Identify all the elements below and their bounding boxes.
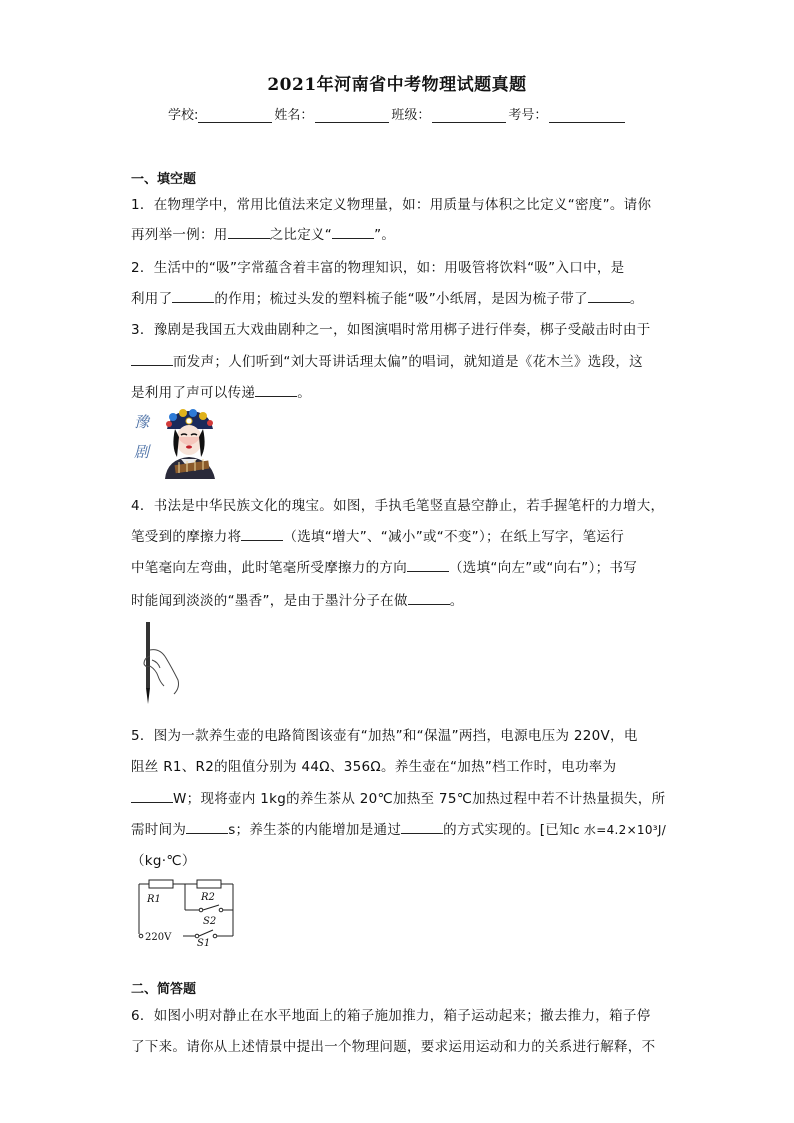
q3-text: 是利用了声可以传递: [131, 385, 256, 401]
q6-line-2: 了下来。请你从上述情景中提出一个物理问题，要求运用运动和力的关系进行解释，不: [131, 1039, 656, 1055]
answer-blank[interactable]: [131, 352, 173, 366]
q5-line-1: 5．图为一款养生壶的电路简图该壶有“加热”和“保温”两挡，电源电压为 220V，电: [131, 728, 638, 744]
circuit-label-voltage: 220V: [145, 932, 172, 943]
answer-blank[interactable]: [186, 820, 228, 834]
q5-line-2: 阻丝 R1、R2的阻值分别为 44Ω、356Ω。养生壶在“加热”档工作时，电功率为: [131, 759, 617, 775]
circuit-figure: [135, 874, 241, 946]
q2-line-2: [131, 287, 644, 307]
name-blank[interactable]: [315, 108, 389, 123]
circuit-label-s2: S2: [203, 916, 217, 927]
section-heading-short-answer: 二、简答题: [131, 982, 197, 997]
q4-line-1: 4．书法是中华民族文化的瑰宝。如图，手执毛笔竖直悬空静止，若手握笔杆的力增大，: [131, 498, 665, 514]
q3-text: 。: [297, 385, 312, 401]
circuit-label-r1: R1: [147, 894, 161, 905]
brush-hand-icon: [138, 620, 182, 708]
answer-blank[interactable]: [241, 527, 283, 541]
school-label: 学校:: [168, 108, 199, 123]
class-blank[interactable]: [432, 108, 506, 123]
opera-char-2: 剧: [134, 443, 150, 461]
q4-text: 。: [449, 593, 464, 609]
q5-line-4: [131, 818, 666, 838]
q3-line-1: 3．豫剧是我国五大戏曲剧种之一，如图演唱时常用梆子进行伴奏，梆子受敲击时由于: [131, 322, 651, 338]
answer-blank[interactable]: [131, 789, 173, 803]
q4-line-4: [131, 589, 464, 609]
q1-line-1: 1．在物理学中，常用比值法来定义物理量，如：用质量与体积之比定义“密度”。请你: [131, 197, 652, 213]
q4-text: （选填“增大”、“减小”或“不变”）；在纸上写字，笔运行: [283, 529, 625, 545]
q6-line-1: 6．如图小明对静止在水平地面上的箱子施加推力，箱子运动起来；撤去推力，箱子停: [131, 1008, 651, 1024]
student-info-row: [168, 104, 627, 123]
answer-blank[interactable]: [228, 225, 270, 239]
section-heading-fill-in: 一、填空题: [131, 172, 197, 187]
q5-text: 的方式实现的。[已知: [443, 822, 573, 838]
q4-text: 中笔毫向左弯曲，此时笔毫所受摩擦力的方向: [131, 560, 407, 576]
exam-no-label: 考号：: [508, 108, 548, 123]
answer-blank[interactable]: [332, 225, 374, 239]
circuit-label-r2: R2: [201, 892, 215, 903]
answer-blank[interactable]: [588, 289, 630, 303]
school-blank[interactable]: [198, 108, 272, 123]
q4-text: 时能闻到淡淡的“墨香”，是由于墨汁分子在做: [131, 593, 408, 609]
answer-blank[interactable]: [172, 289, 214, 303]
q2-text: 的作用；梳过头发的塑料梳子能“吸”小纸屑，是因为梳子带了: [214, 291, 588, 307]
brush-figure: [138, 620, 182, 708]
q2-line-1: 2．生活中的“吸”字常蕴含着丰富的物理知识，如：用吸管将饮料“吸”入口中，是: [131, 260, 625, 276]
q5-text: W；现将壶内 1kg的养生茶从 20℃加热至 75℃加热过程中若不计热量损失，所: [173, 791, 666, 807]
q2-text: 。: [629, 291, 644, 307]
q2-text: 利用了: [131, 291, 173, 307]
answer-blank[interactable]: [401, 820, 443, 834]
q1-text: 之比定义“: [269, 227, 333, 243]
q5-line-5: （kg·℃）: [131, 853, 196, 869]
q3-text: 而发声；人们听到“刘大哥讲话理太偏”的唱词，就知道是《花木兰》选段，这: [173, 354, 643, 370]
q1-text: ”。: [374, 227, 396, 243]
circuit-diagram-icon: [135, 874, 241, 946]
q5-text: 需时间为: [131, 822, 187, 838]
class-label: 班级：: [391, 108, 431, 123]
opera-char-1: 豫: [134, 413, 150, 431]
name-label: 姓名：: [274, 108, 314, 123]
exam-no-blank[interactable]: [549, 108, 625, 123]
answer-blank[interactable]: [255, 383, 297, 397]
q4-text: （选填“向左”或“向右”）；书写: [449, 560, 638, 576]
q3-line-3: [131, 381, 311, 401]
q3-line-2: [131, 350, 643, 370]
page-title: 2021年河南省中考物理试题真题: [267, 75, 527, 95]
q4-text: 笔受到的摩擦力将: [131, 529, 242, 545]
q1-line-2: [131, 223, 395, 243]
q4-line-2: [131, 525, 624, 545]
q5-text: c 水=4.2×10³J/: [572, 823, 667, 837]
opera-performer-icon: [131, 407, 225, 479]
answer-blank[interactable]: [407, 558, 449, 572]
q5-line-3: [131, 787, 665, 807]
q5-text: s；养生茶的内能增加是通过: [228, 822, 402, 838]
q4-line-3: [131, 556, 637, 576]
opera-figure: [131, 407, 225, 479]
circuit-label-s1: S1: [197, 938, 211, 946]
q1-text: 再列举一例：用: [131, 227, 228, 243]
answer-blank[interactable]: [408, 591, 450, 605]
